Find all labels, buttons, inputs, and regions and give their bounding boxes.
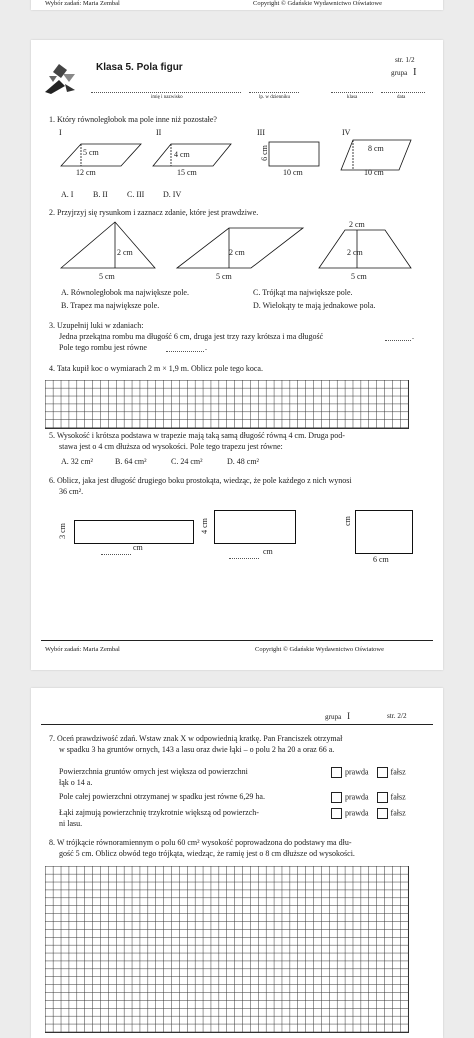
group-value-2: I bbox=[347, 711, 351, 721]
group-value: I bbox=[413, 67, 417, 78]
number-field-line[interactable] bbox=[249, 92, 299, 93]
question-6-line1: 6. Oblicz, jaka jest długość drugiego boku prostokąta, wiedząc, że pole każdego z nich wynosi bbox=[49, 476, 352, 485]
q5-answer-B[interactable]: B. 64 cm² bbox=[115, 457, 147, 466]
trapezoid-base-dim: 5 cm bbox=[351, 272, 367, 281]
true-label: prawda bbox=[345, 808, 369, 818]
dim-III-base: 10 cm bbox=[283, 168, 303, 177]
question-8-line2: gość 5 cm. Oblicz obwód tego trójkąta, wiedząc, że ramię jest o 8 cm dłuższe od wysokości. bbox=[59, 849, 355, 858]
trapezoid-top-dim: 2 cm bbox=[349, 220, 365, 229]
rect-2-unit: cm bbox=[263, 547, 273, 556]
footer-copyright: Copyright © Gdańskie Wydawnictwo Oświatowe bbox=[255, 646, 384, 653]
trapezoid-height-dim: 2 cm bbox=[347, 248, 363, 257]
figure-label-III: III bbox=[257, 128, 265, 137]
q1-answer-C[interactable]: C. III bbox=[127, 190, 145, 199]
rectangle-III bbox=[269, 142, 319, 166]
triangle bbox=[61, 222, 155, 268]
question-5-line1: 5. Wysokość i krótsza podstawa w trapezie mają taką samą długość równą 4 cm. Druga pod- bbox=[49, 431, 345, 440]
trapezoid bbox=[319, 230, 411, 268]
date-field-line[interactable] bbox=[381, 92, 425, 93]
parallelogram-height-dim: 2 cm bbox=[229, 248, 245, 257]
question-2-figures bbox=[31, 220, 443, 272]
dim-I-height: 5 cm bbox=[83, 148, 99, 157]
dim-IV-height: 8 cm bbox=[368, 144, 384, 153]
statement-2-true-checkbox[interactable] bbox=[331, 792, 342, 803]
rectangle-2 bbox=[214, 510, 296, 544]
rect-2-answer-blank[interactable] bbox=[229, 558, 259, 559]
dim-II-height: 4 cm bbox=[174, 150, 190, 159]
group-label-2: grupa bbox=[325, 713, 342, 721]
question-5-line2: stawa jest o 4 cm dłuższa od wysokości. Pole tego trapezu jest równe: bbox=[59, 442, 283, 451]
statement-3-line1: Łąki zajmują powierzchnię trzykrotnie większą od powierzch- bbox=[59, 808, 259, 817]
question-3-line2: Jedna przekątna rombu ma długość 6 cm, druga jest trzy razy krótsza i ma długość bbox=[59, 332, 324, 341]
q5-answer-C[interactable]: C. 24 cm² bbox=[171, 457, 203, 466]
field-label-class: klasa bbox=[347, 95, 358, 100]
figure-label-IV: IV bbox=[342, 128, 351, 137]
header-copyright: Copyright © Gdańskie Wydawnictwo Oświatowe bbox=[253, 0, 382, 7]
class-field-line[interactable] bbox=[331, 92, 373, 93]
page-number: str. 1/2 bbox=[395, 56, 415, 64]
page-title: Klasa 5. Pola figur bbox=[96, 62, 183, 73]
previous-page-fragment bbox=[31, 0, 443, 10]
rectangle-1 bbox=[74, 520, 194, 544]
name-field-line[interactable] bbox=[91, 92, 241, 93]
triangle-height-dim: 2 cm bbox=[117, 248, 133, 257]
page-number-2: str. 2/2 bbox=[387, 712, 407, 720]
field-label-name: imię i nazwisko bbox=[151, 95, 183, 100]
question-3-line1: 3. Uzupełnij luki w zdaniach: bbox=[49, 321, 144, 330]
q1-answer-B[interactable]: B. II bbox=[93, 190, 108, 199]
q1-answer-D[interactable]: D. IV bbox=[163, 190, 182, 199]
question-3-line3: Pole tego rombu jest równe bbox=[59, 343, 147, 352]
dim-I-base: 12 cm bbox=[76, 168, 96, 177]
parallelogram-I bbox=[61, 144, 141, 166]
statement-3-line2: ni lasu. bbox=[59, 819, 83, 828]
rect-1-answer-blank[interactable] bbox=[101, 554, 131, 555]
q2-answer-D[interactable]: D. Wielokąty te mają jednakowe pola. bbox=[253, 301, 376, 310]
dim-III-height: 6 cm bbox=[259, 145, 269, 161]
question-7-line1: 7. Oceń prawdziwość zdań. Wstaw znak X w odpowiednią kratkę. Pan Franciszek otrzymał bbox=[49, 734, 343, 743]
group-label: grupa bbox=[391, 69, 408, 77]
rect-1-side: 3 cm bbox=[57, 523, 67, 539]
rect-2-side: 4 cm bbox=[199, 518, 209, 534]
q2-answer-A[interactable]: A. Równoległobok ma największe pole. bbox=[61, 288, 189, 297]
true-label: prawda bbox=[345, 792, 369, 802]
field-label-date: data bbox=[397, 95, 406, 100]
q3-blank-2[interactable] bbox=[166, 351, 204, 352]
figure-label-I: I bbox=[59, 128, 62, 137]
statement-1-line2: łąk o 14 a. bbox=[59, 778, 93, 787]
dim-II-base: 15 cm bbox=[177, 168, 197, 177]
parallelogram-base-dim: 5 cm bbox=[216, 272, 232, 281]
q8-answer-grid[interactable] bbox=[45, 866, 409, 1033]
publisher-logo bbox=[41, 60, 77, 94]
rect-3-side: cm bbox=[342, 516, 352, 526]
statement-1-true-checkbox[interactable] bbox=[331, 767, 342, 778]
rect-3-bottom: 6 cm bbox=[373, 555, 389, 564]
question-7-line2: w spadku 3 ha gruntów ornych, 143 a lasu oraz dwie łąki – o polu 2 ha 20 a oraz 66 a. bbox=[59, 745, 335, 754]
q3-blank-1[interactable] bbox=[385, 340, 411, 341]
parallelogram-II bbox=[153, 144, 231, 166]
statement-3-false-checkbox[interactable] bbox=[377, 808, 388, 819]
q1-answer-A[interactable]: A. I bbox=[61, 190, 74, 199]
false-label: fałsz bbox=[390, 767, 406, 777]
statement-1-false-checkbox[interactable] bbox=[377, 767, 388, 778]
q3-blank-2-dot: . bbox=[205, 343, 207, 352]
footer-divider bbox=[41, 640, 433, 641]
dim-IV-base: 10 cm bbox=[364, 168, 384, 177]
statement-2-line1: Pole całej powierzchni otrzymanej w spadku jest równe 6,29 ha. bbox=[59, 792, 265, 801]
figure-label-II: II bbox=[156, 128, 162, 137]
q4-answer-grid[interactable] bbox=[45, 380, 409, 429]
triangle-base-dim: 5 cm bbox=[99, 272, 115, 281]
false-label: fałsz bbox=[390, 792, 406, 802]
q2-answer-C[interactable]: C. Trójkąt ma największe pole. bbox=[253, 288, 353, 297]
statement-2-options bbox=[331, 792, 406, 803]
statement-2-false-checkbox[interactable] bbox=[377, 792, 388, 803]
q2-answer-B[interactable]: B. Trapez ma największe pole. bbox=[61, 301, 160, 310]
footer-author: Wybór zadań: Maria Zembal bbox=[45, 646, 120, 653]
question-4-text: 4. Tata kupił koc o wymiarach 2 m × 1,9 m. Oblicz pole tego koca. bbox=[49, 364, 263, 373]
rectangle-3 bbox=[355, 510, 413, 554]
worksheet-page-2 bbox=[31, 688, 443, 1038]
statement-1-line1: Powierzchnia gruntów ornych jest większa od powierzchni bbox=[59, 767, 248, 776]
question-8-line1: 8. W trójkącie równoramiennym o polu 60 cm² wysokość poprowadzona do podstawy ma dłu- bbox=[49, 838, 352, 847]
false-label: fałsz bbox=[390, 808, 406, 818]
q5-answer-D[interactable]: D. 48 cm² bbox=[227, 457, 259, 466]
true-label: prawda bbox=[345, 767, 369, 777]
header-author: Wybór zadań: Maria Zembal bbox=[45, 0, 120, 7]
header-divider bbox=[41, 724, 433, 725]
field-label-number: lp. w dzienniku bbox=[259, 95, 290, 100]
question-6-line2: 36 cm². bbox=[59, 487, 84, 496]
question-1-text: 1. Który równoległobok ma pole inne niż pozostałe? bbox=[49, 115, 217, 124]
statement-1-options bbox=[331, 767, 406, 778]
statement-3-true-checkbox[interactable] bbox=[331, 808, 342, 819]
q3-blank-1-dot: . bbox=[412, 332, 414, 341]
rect-1-unit: cm bbox=[133, 543, 143, 552]
worksheet-page-1 bbox=[31, 40, 443, 670]
statement-3-options bbox=[331, 808, 406, 819]
q5-answer-A[interactable]: A. 32 cm² bbox=[61, 457, 93, 466]
question-2-text: 2. Przyjrzyj się rysunkom i zaznacz zdanie, które jest prawdziwe. bbox=[49, 208, 259, 217]
